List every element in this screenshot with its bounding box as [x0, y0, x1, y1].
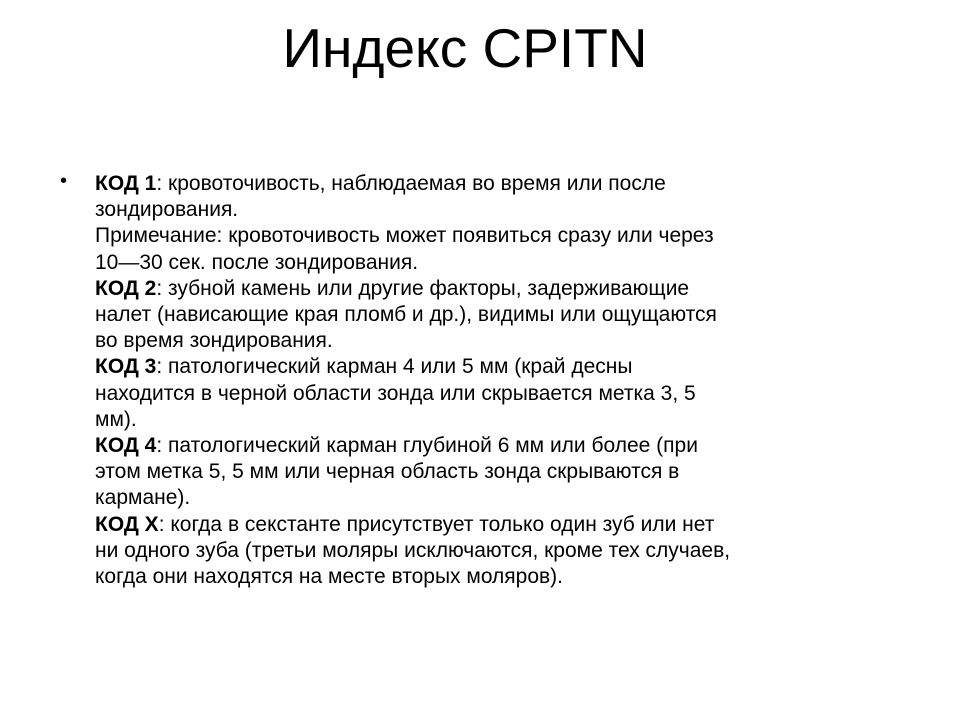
code-2-label: КОД 2 — [95, 276, 157, 300]
code-3-line-2: находится в черной области зонда или скрывается метка 3, 5 — [95, 381, 696, 405]
code-1-line-2: зондирования. — [95, 198, 239, 222]
code-3-label: КОД 3 — [95, 355, 157, 379]
code-4-text: : патологический карман глубиной 6 мм или более (при — [156, 434, 698, 458]
code-2-line-2: налет (нависающие края пломб и др.), видимы или ощущаются — [95, 303, 717, 327]
code-x-line-1 — [95, 512, 895, 538]
code-x-line-2: ни одного зуба (третьи моляры исключаются, кроме тех случаев, — [95, 538, 731, 562]
code-1-note-line-2: 10—30 сек. после зондирования. — [95, 250, 419, 274]
code-2-line-1 — [95, 276, 895, 302]
code-x-line-3: когда они находятся на месте вторых моляров). — [95, 565, 564, 589]
code-4-line-2: этом метка 5, 5 мм или черная область зонда скрываются в — [95, 460, 680, 484]
code-4-line-3: кармане). — [95, 486, 191, 510]
code-3-line-3: мм). — [95, 407, 137, 431]
code-x-text: : когда в секстанте присутствует только один зуб или нет — [158, 512, 715, 536]
code-4-label: КОД 4 — [95, 434, 157, 458]
code-x-label: КОД X — [95, 512, 159, 536]
bullet-icon: • — [60, 170, 68, 192]
code-4-line-1 — [95, 433, 895, 459]
code-1-note-line-1: Примечание: кровоточивость может появиться сразу или через — [95, 224, 714, 248]
code-2-text: : зубной камень или другие факторы, задерживающие — [156, 276, 690, 300]
code-3-text: : патологический карман 4 или 5 мм (край десны — [156, 355, 633, 379]
code-3-line-1 — [95, 354, 895, 380]
slide-title: Индекс CPITN — [282, 17, 648, 79]
slide-body — [95, 171, 895, 590]
code-1-label: КОД 1 — [95, 172, 157, 195]
code-2-line-3: во время зондирования. — [95, 329, 333, 353]
code-1-line-1 — [95, 171, 895, 197]
code-1-text: : кровоточивость, наблюдаемая во время или после — [156, 172, 666, 195]
